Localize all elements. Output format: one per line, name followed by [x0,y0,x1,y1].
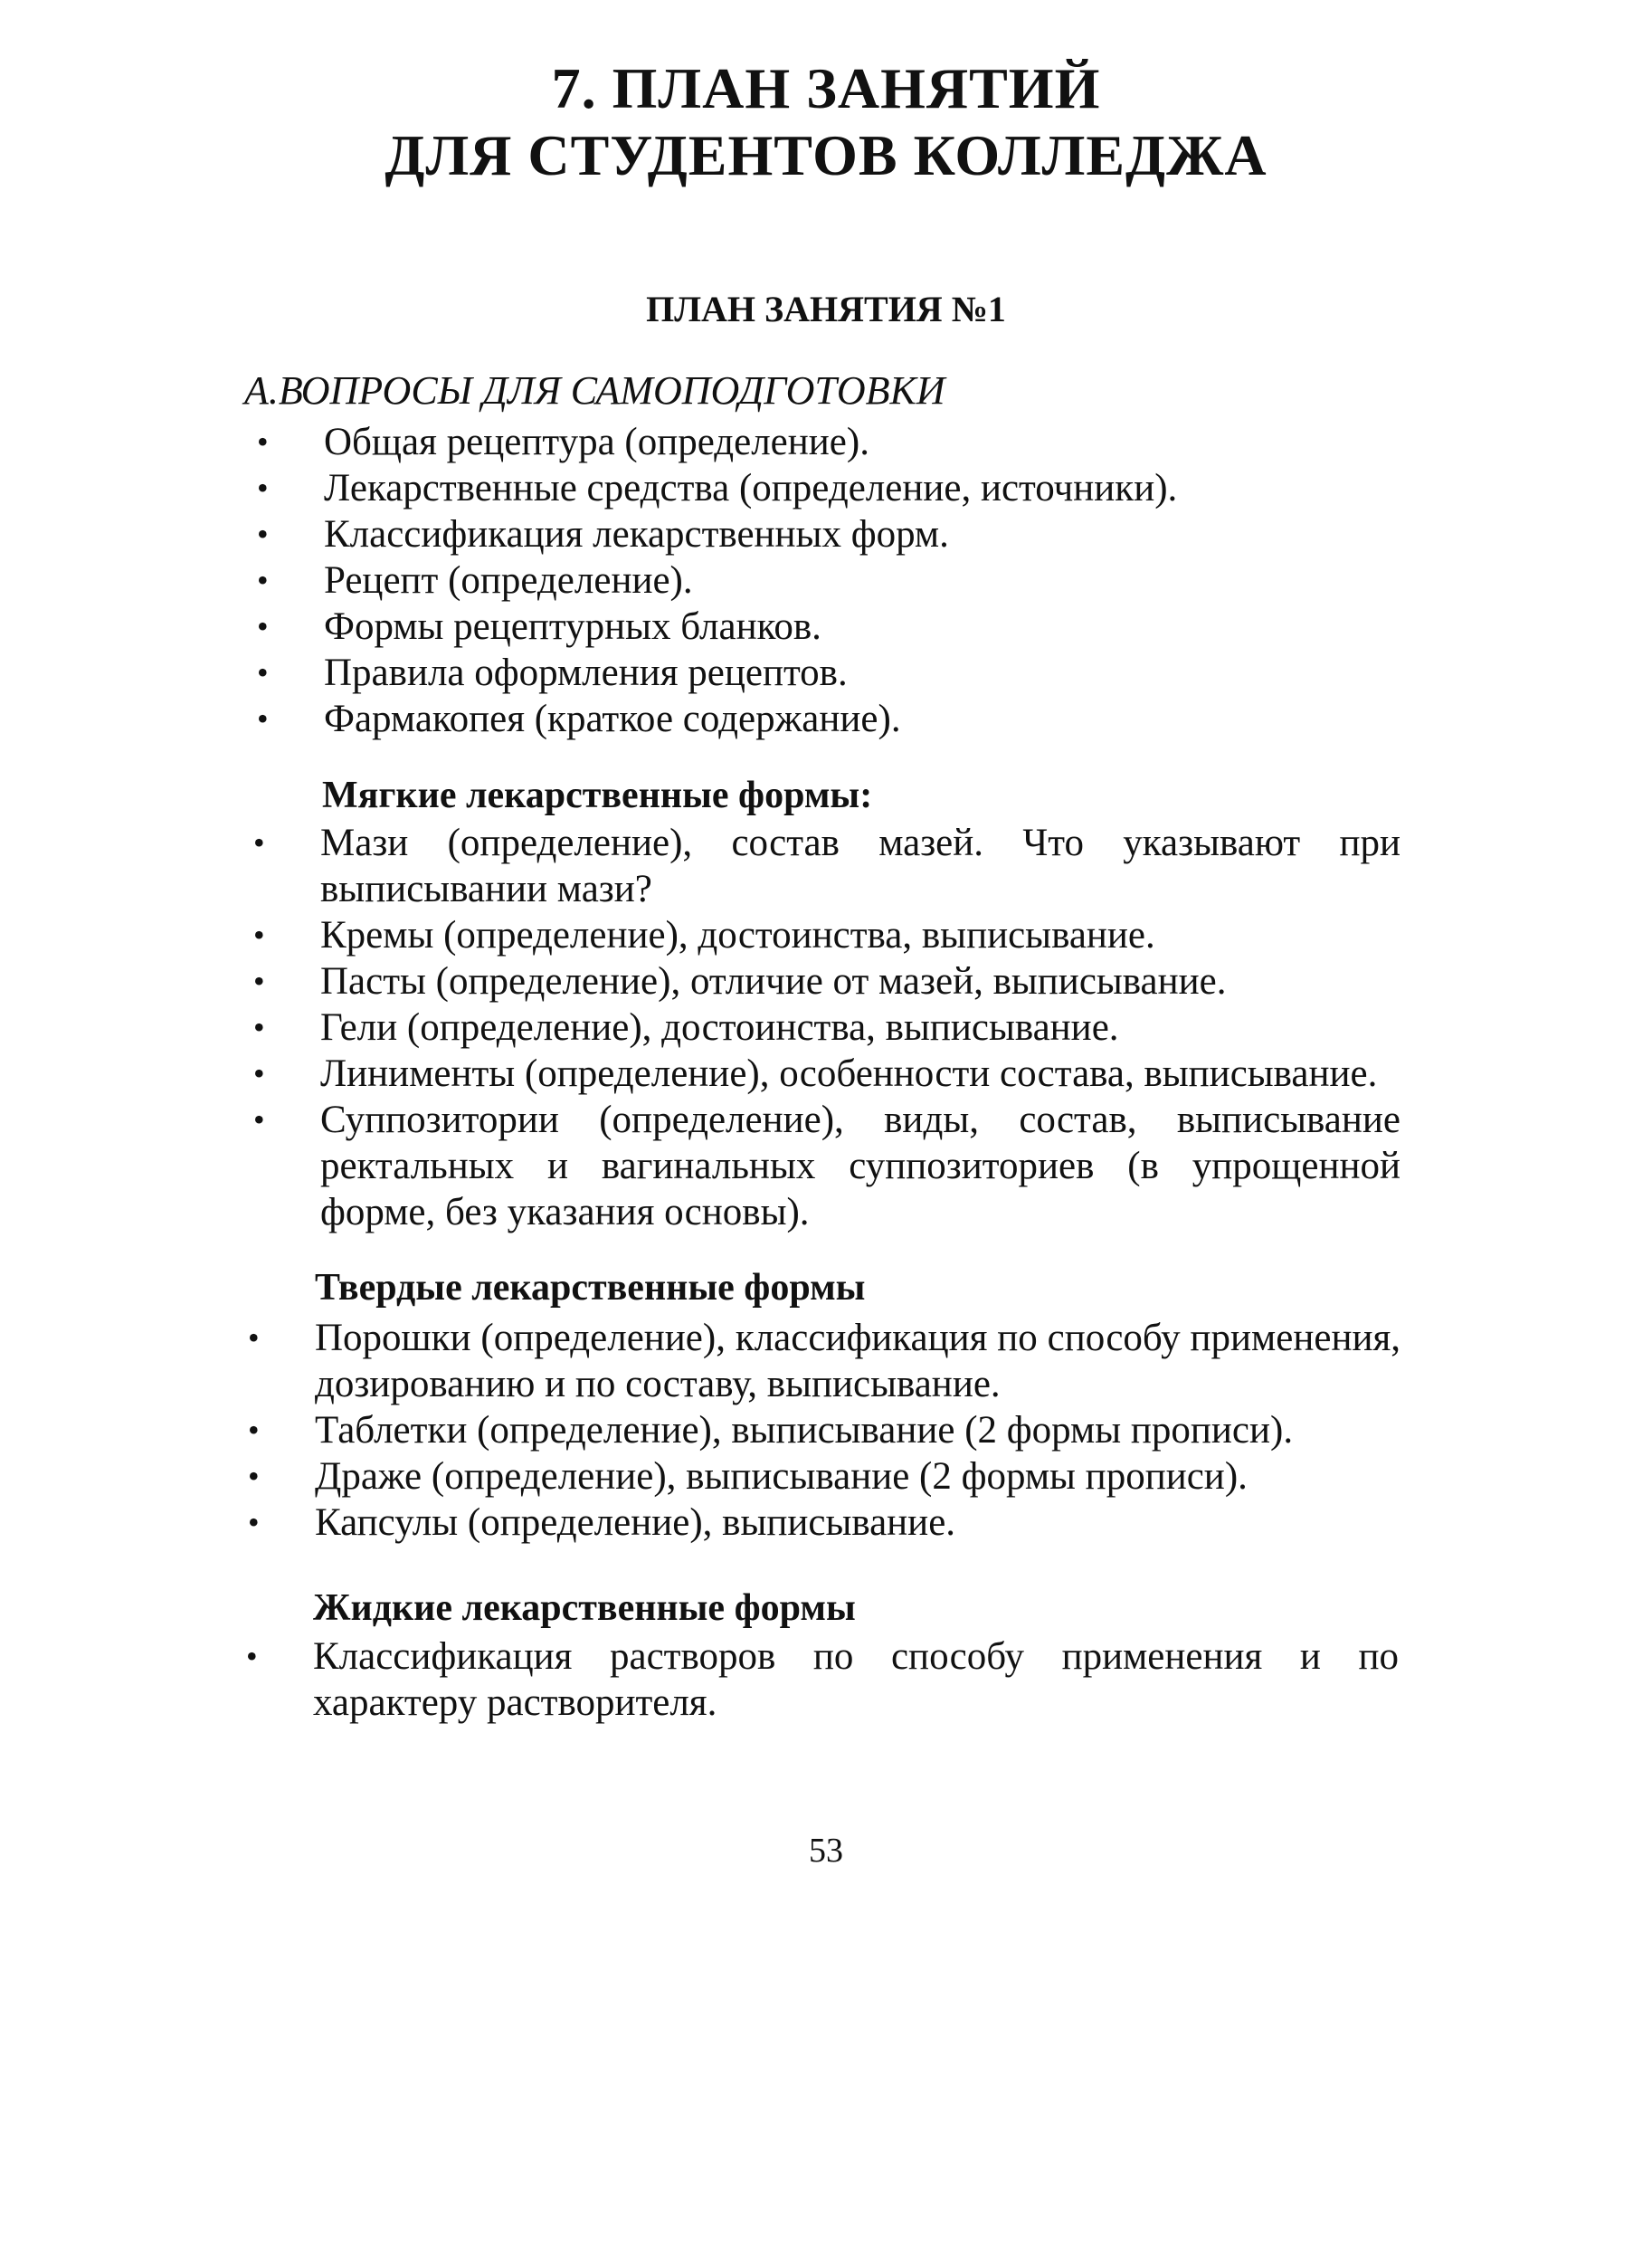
list-item: • Таблетки (определение), выписывание (2 формы прописи). [248,1409,1294,1452]
list-item: • Общая рецептура (определение). [257,421,869,463]
bullet-icon: • [253,963,265,999]
lesson-title: ПЛАН ЗАНЯТИЯ №1 [646,289,1006,329]
bullet-icon: • [257,470,269,506]
chapter-title-line-1: 7. ПЛАН ЗАНЯТИЙ [551,56,1101,120]
bullet-icon: • [248,1458,260,1494]
list-item: • Гели (определение), достоинства, выписывание. [253,1006,1119,1049]
bullet-icon: • [253,917,265,953]
list-item: • Порошки (определение), классификация по способу применения, дозированию и по составу, выписывание. [248,1317,1400,1405]
soft-forms-heading: Мягкие лекарственные формы: [322,775,873,816]
list-item: • Кремы (определение), достоинства, выписывание. [253,914,1155,957]
page-number: 53 [809,1832,843,1870]
list-item: • Линименты (определение), особенности состава, выписывание. [253,1052,1378,1095]
bullet-icon: • [253,1101,265,1138]
solid-forms-heading: Твердые лекарственные формы [315,1267,866,1309]
list-item: • Капсулы (определение), выписывание. [248,1501,956,1544]
section-a-heading: А.ВОПРОСЫ ДЛЯ САМОПОДГОТОВКИ [244,368,945,413]
bullet-icon: • [257,424,269,460]
bullet-icon: • [257,562,269,598]
solid-forms-list [248,1315,1400,1546]
list-item: • Рецепт (определение). [257,559,693,602]
list-item: • Драже (определение), выписывание (2 формы прописи). [248,1455,1248,1498]
bullet-icon: • [253,1009,265,1045]
list-item: • Суппозитории (определение), виды, состав, выписывание ректальных и вагинальных суппозиториев (в упрощенной форме, без указания основы). [253,1099,1400,1233]
liquid-forms-list [246,1633,1399,1726]
bullet-icon: • [248,1504,260,1540]
list-item: • Пасты (определение), отличие от мазей, выписывание. [253,960,1227,1003]
bullet-icon: • [248,1412,260,1448]
bullet-icon: • [253,824,265,861]
list-item: • Правила оформления рецептов. [257,652,848,694]
chapter-title-line-2: ДЛЯ СТУДЕНТОВ КОЛЛЕДЖА [385,123,1267,187]
self-study-questions-list [257,419,1410,742]
bullet-icon: • [257,654,269,690]
bullet-icon: • [257,516,269,552]
bullet-icon: • [248,1319,260,1356]
bullet-icon: • [257,700,269,737]
list-item: • Фармакопея (краткое содержание). [257,698,901,740]
list-item: • Классификация растворов по способу применения и по характеру растворителя. [246,1635,1399,1724]
list-item: • Классификация лекарственных форм. [257,513,949,556]
bullet-icon: • [253,1055,265,1091]
list-item: • Мази (определение), состав мазей. Что указывают при выписывании мази? [253,822,1400,910]
soft-forms-list [253,820,1400,1235]
bullet-icon: • [257,608,269,644]
list-item: • Лекарственные средства (определение, источники). [257,467,1178,509]
list-item: • Формы рецептурных бланков. [257,605,821,648]
bullet-icon: • [246,1638,258,1674]
liquid-forms-heading: Жидкие лекарственные формы [313,1587,856,1629]
